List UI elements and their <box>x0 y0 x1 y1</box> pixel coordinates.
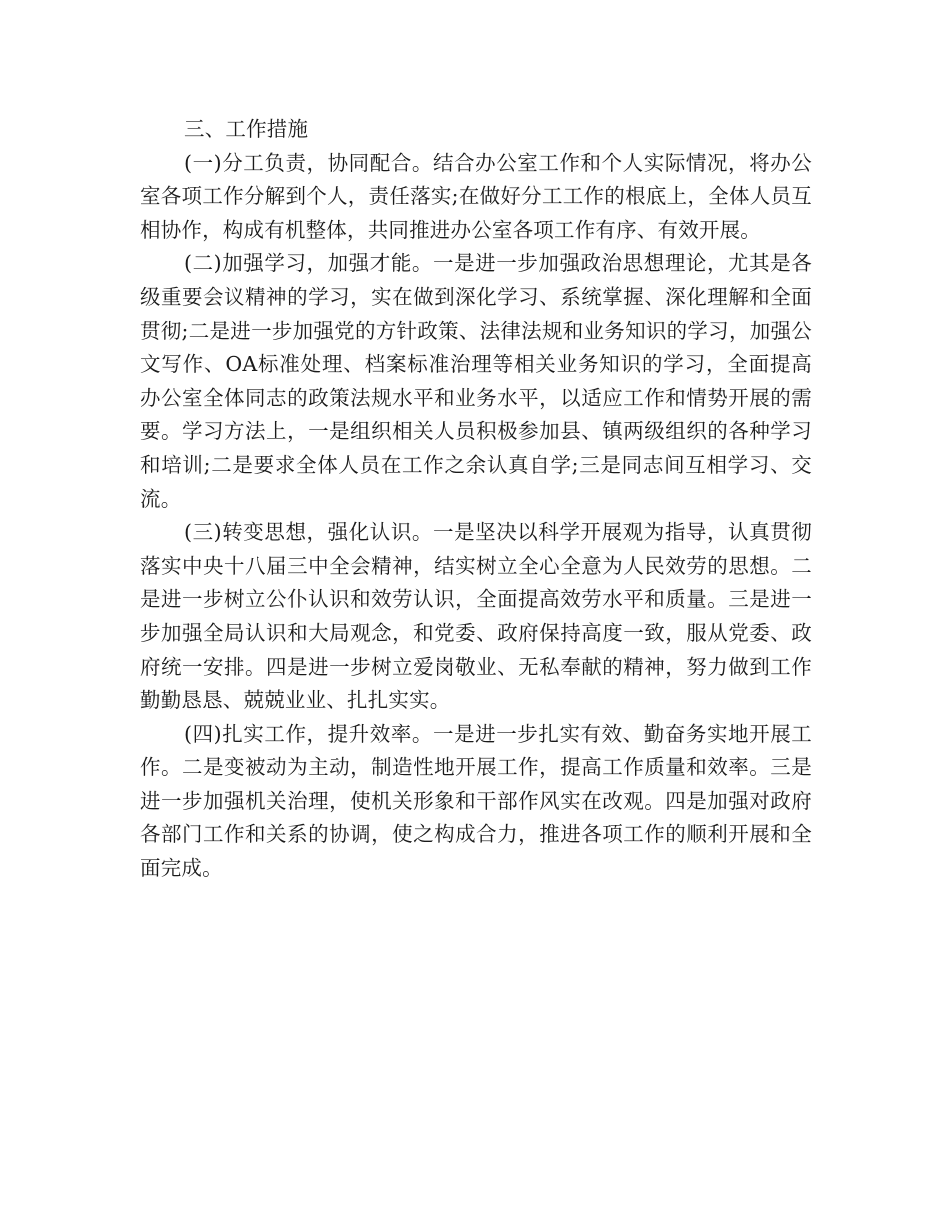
section-heading: 三、工作措施 <box>184 117 309 141</box>
paragraph-division-of-labor: (一)分工负责，协同配合。结合办公室工作和个人实际情况，将办公室各项工作分解到个人，责任落实;在做好分工工作的根底上，全体人员互相协作，构成有机整体，共同推进办公室各项工作有序、有效开展。 <box>140 150 812 242</box>
paragraph-solid-work: (四)扎实工作，提升效率。一是进一步扎实有效、勤奋务实地开展工作。二是变被动为主动，制造性地开展工作，提高工作质量和效率。三是进一步加强机关治理，使机关形象和干部作风实在改观。四是加强对政府各部门工作和关系的协调，使之构成合力，推进各项工作的顺利开展和全面完成。 <box>140 721 812 881</box>
paragraph-change-thinking: (三)转变思想，强化认识。一是坚决以科学开展观为指导，认真贯彻落实中央十八届三中全会精神，结实树立全心全意为人民效劳的思想。二是进一步树立公仆认识和效劳认识，全面提高效劳水平和质量。三是进一步加强全局认识和大局观念，和党委、政府保持高度一致，服从党委、政府统一安排。四是进一步树立爱岗敬业、无私奉献的精神，努力做到工作勤勤恳恳、兢兢业业、扎扎实实。 <box>140 520 812 713</box>
paragraph-strengthen-learning: (二)加强学习，加强才能。一是进一步加强政治思想理论，尤其是各级重要会议精神的学习，实在做到深化学习、系统掌握、深化理解和全面贯彻;二是进一步加强党的方针政策、法律法规和业务知识的学习，加强公文写作、OA标准处理、档案标准治理等相关业务知识的学习，全面提高办公室全体同志的政策法规水平和业务水平，以适应工作和情势开展的需要。学习方法上，一是组织相关人员积极参加县、镇两级组织的各种学习和培训;二是要求全体人员在工作之余认真自学;三是同志间互相学习、交流。 <box>140 251 812 511</box>
document-page <box>140 113 812 886</box>
